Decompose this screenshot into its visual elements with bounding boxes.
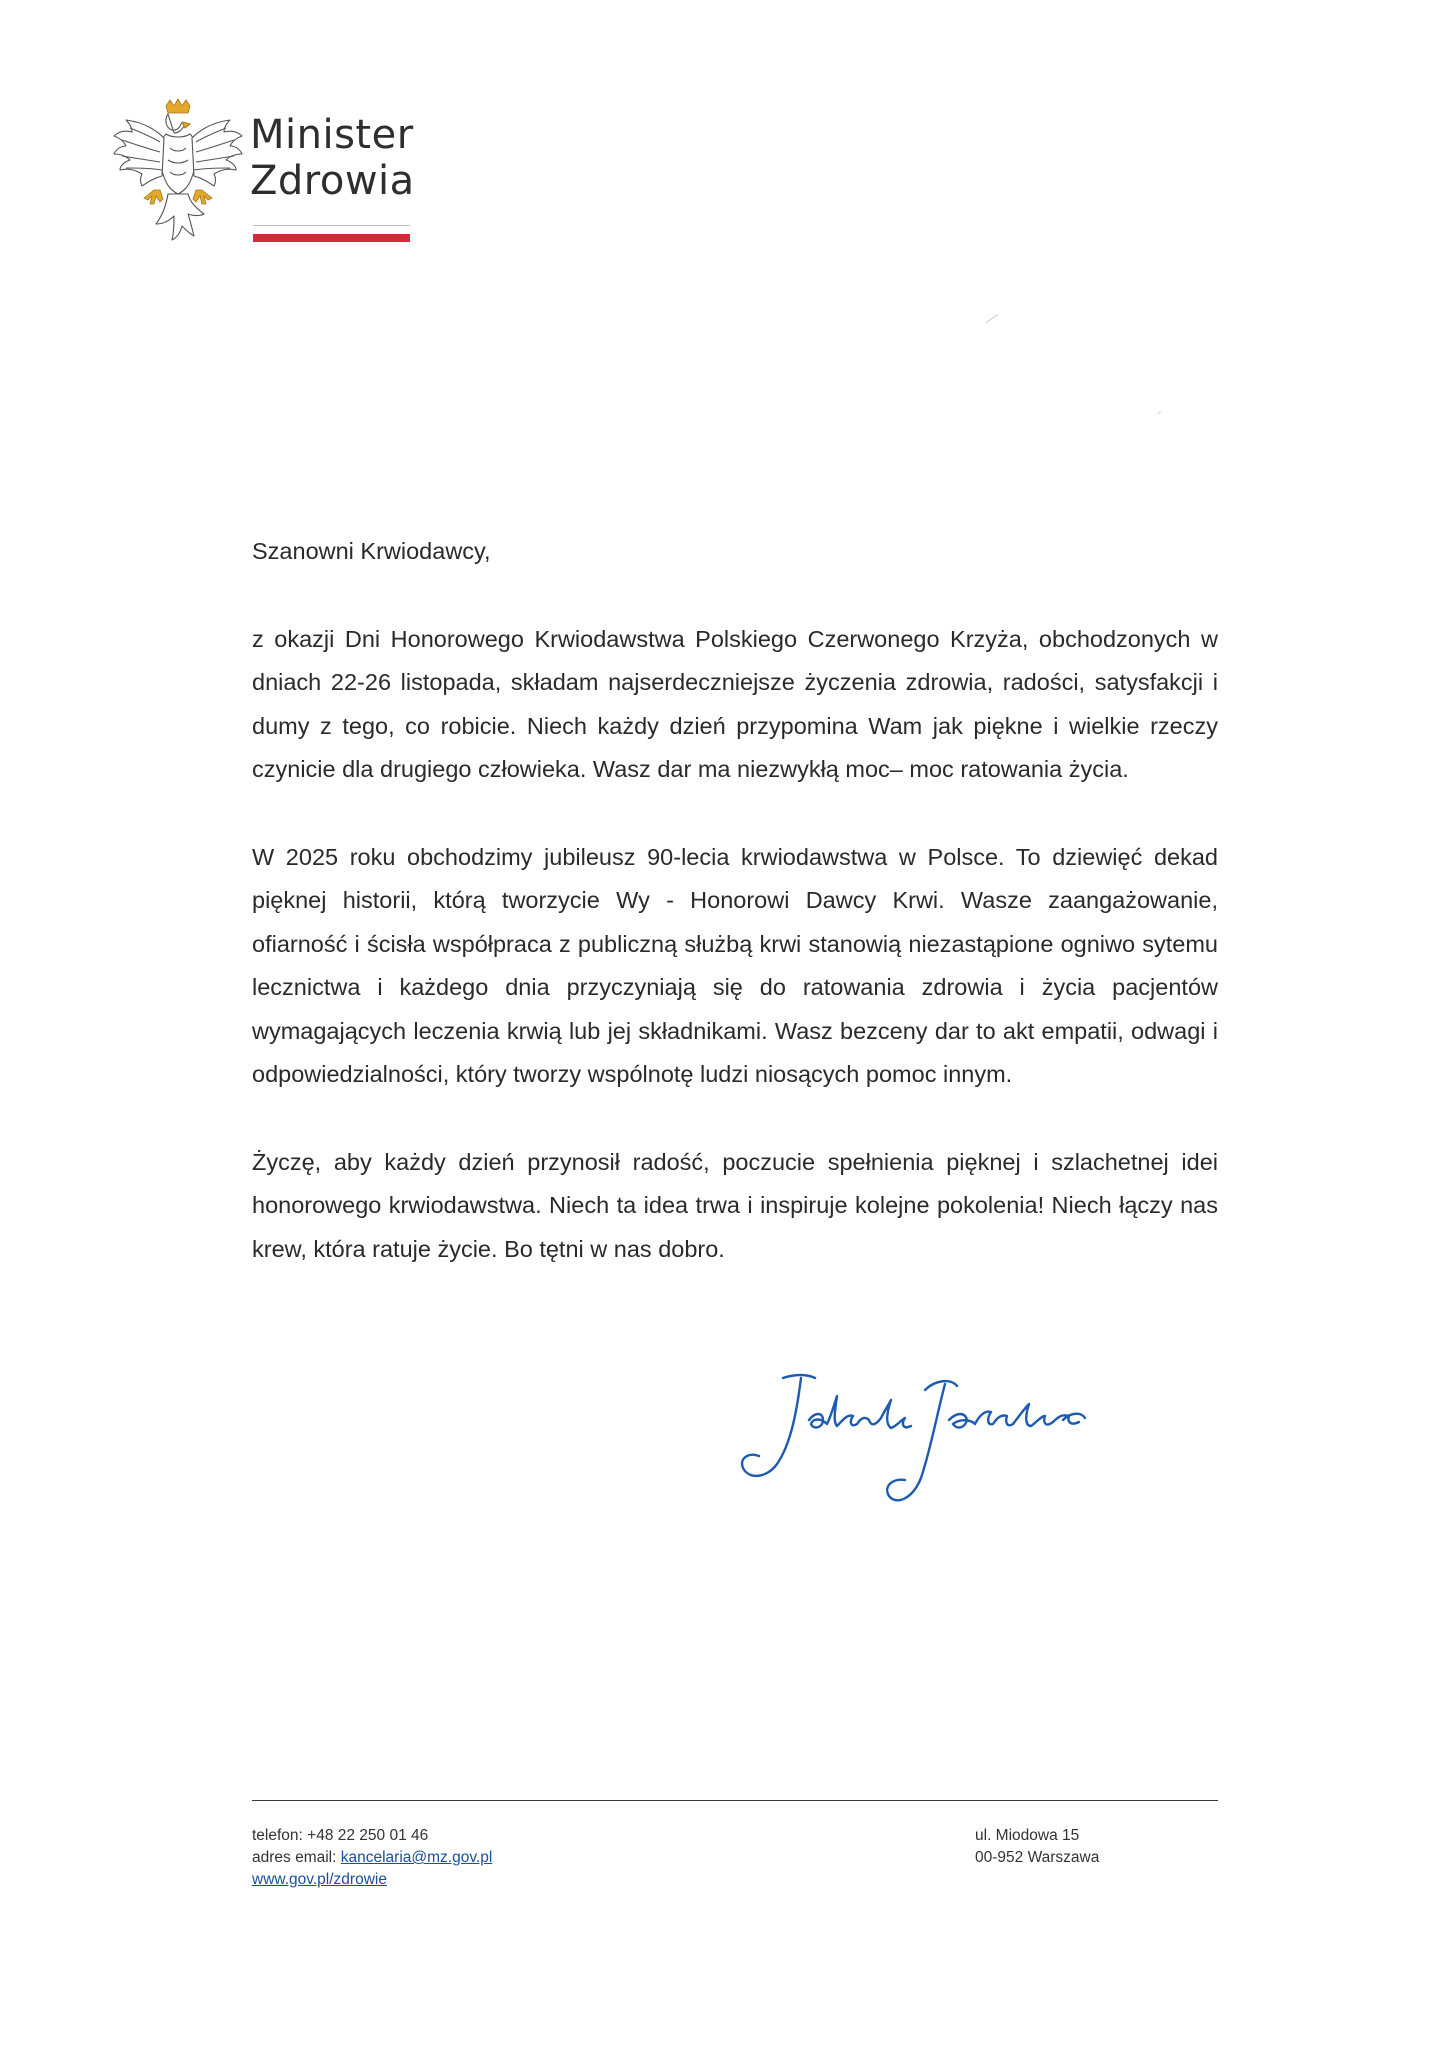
footer-email-link[interactable]: kancelaria@mz.gov.pl xyxy=(340,1849,493,1866)
paragraph-2: W 2025 roku obchodzimy jubileusz 90-lecia krwiodawstwa w Polsce. To dziewięć dekad pięknej historii, którą tworzycie Wy - Honorowi Dawcy Krwi. Wasze zaangażowanie, ofiarność i ścisła współpraca z publiczną służbą krwi stanowią niezastąpione ogniwo sytemu lecznictwa i każdego dnia przyczyniają się do ratowania zdrowia i życia pacjentów wymagających leczenia krwią lub jej składnikami. Wasz bezceny dar to akt empatii, odwagi i odpowiedzialności, który tworzy wspólnotę ludzi niosących pomoc innym. xyxy=(252,843,1218,1087)
footer-email-label: adres email: xyxy=(252,1849,341,1866)
polish-eagle-emblem-icon xyxy=(108,98,248,248)
scan-artifact xyxy=(986,314,998,323)
flag-rule-white xyxy=(253,225,410,226)
footer-divider xyxy=(252,1800,1218,1801)
ministry-title xyxy=(250,112,415,204)
footer-website-link[interactable]: www.gov.pl/zdrowie xyxy=(252,1871,387,1888)
footer-contact xyxy=(252,1825,492,1891)
flag-rule-red xyxy=(253,234,410,242)
scan-artifact xyxy=(1158,411,1161,414)
footer-city: 00-952 Warszawa xyxy=(975,1849,1100,1866)
handwritten-signature xyxy=(725,1360,1105,1520)
paragraph-1: z okazji Dni Honorowego Krwiodawstwa Polskiego Czerwonego Krzyża, obchodzonych w dniach 22-26 listopada, składam najserdeczniejsze życzenia zdrowia, radości, satysfakcji i dumy z tego, co robicie. Niech każdy dzień przypomina Wam jak piękne i wielkie rzeczy czynicie dla drugiego człowieka. Wasz dar ma niezwykłą moc– moc ratowania życia. xyxy=(252,625,1218,782)
paragraph-3: Życzę, aby każdy dzień przynosił radość, poczucie spełnienia pięknej i szlachetnej idei honorowego krwiodawstwa. Niech ta idea trwa i inspiruje kolejne pokolenia! Niech łączy nas krew, która ratuje życie. Bo tętni w nas dobro. xyxy=(252,1148,1218,1262)
footer-address xyxy=(975,1825,1099,1869)
footer-phone: telefon: +48 22 250 01 46 xyxy=(252,1827,429,1844)
letter-body xyxy=(252,530,1218,1315)
footer-street: ul. Miodowa 15 xyxy=(975,1827,1080,1844)
ministry-title-line2: Zdrowia xyxy=(250,158,415,204)
ministry-title-line1: Minister xyxy=(250,112,414,158)
salutation: Szanowni Krwiodawcy, xyxy=(252,538,491,564)
flag-rule xyxy=(253,225,410,242)
footer-email-row xyxy=(252,1847,492,1869)
